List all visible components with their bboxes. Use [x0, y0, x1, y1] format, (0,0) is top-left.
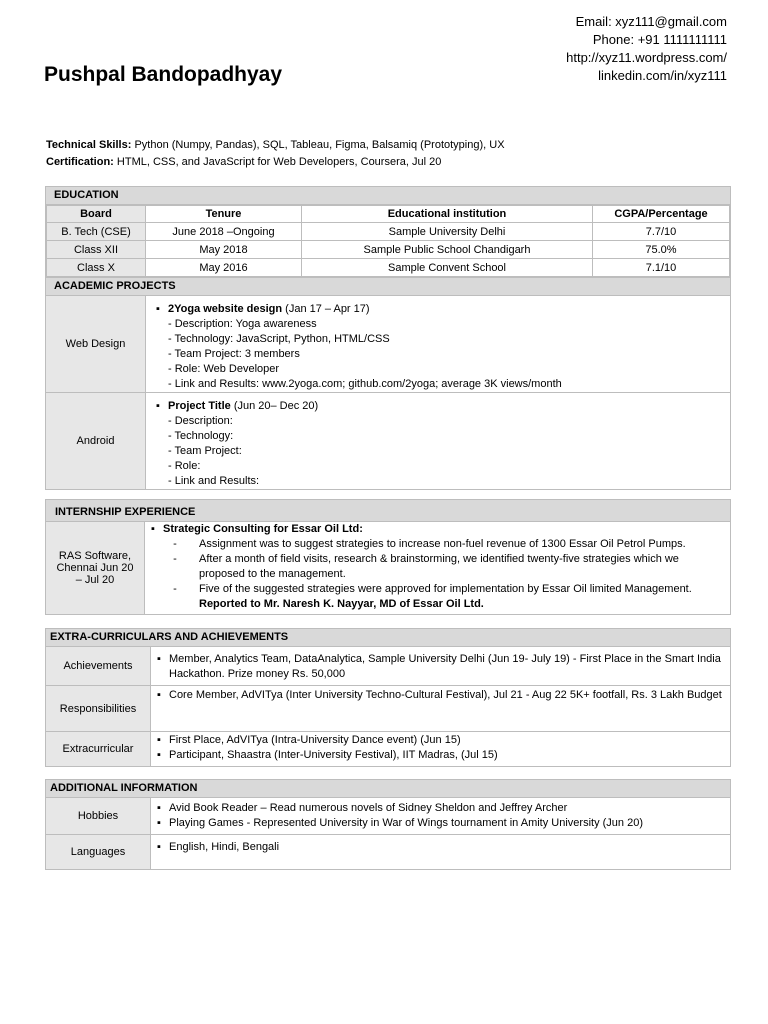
internship-label: RAS Software, Chennai Jun 20 – Jul 20: [46, 522, 145, 614]
project-row: [46, 296, 730, 392]
project-content: [146, 296, 730, 392]
extra-content: [151, 686, 730, 731]
extra-content: [151, 732, 730, 766]
section-heading: INTERNSHIP EXPERIENCE: [46, 500, 730, 522]
section-heading: EDUCATION: [46, 187, 730, 205]
table-cell: 75.0%: [593, 241, 730, 259]
additional-item: Playing Games - Represented University in War of Wings tournament in Amity University (Jun 20): [169, 817, 643, 829]
education-table: [46, 205, 730, 277]
bullet-icon: ▪: [157, 734, 161, 746]
certification-label: Certification:: [46, 156, 114, 168]
table-cell: 7.7/10: [593, 223, 730, 241]
table-cell: Sample Convent School: [302, 259, 593, 277]
extra-row: [46, 647, 730, 685]
bullet-icon: ▪: [151, 523, 155, 535]
project-line: - Team Project: 3 members: [168, 348, 300, 360]
project-dates: (Jan 17 – Apr 17): [282, 303, 370, 315]
table-cell: Class XII: [47, 241, 146, 259]
project-row: [46, 392, 730, 489]
additional-section: [45, 779, 731, 870]
section-heading: EXTRA-CURRICULARS AND ACHIEVEMENTS: [46, 629, 730, 647]
column-header: Educational institution: [302, 206, 593, 223]
extra-item: Participant, Shaastra (Inter-University Festival), IIT Madras, (Jul 15): [169, 749, 498, 761]
bullet-icon: ▪: [156, 400, 160, 412]
extra-label: Responsibilities: [46, 686, 151, 731]
column-header: Board: [47, 206, 146, 223]
email-text: Email: xyz111@gmail.com: [575, 14, 727, 29]
website-link[interactable]: http://xyz11.wordpress.com/: [566, 50, 727, 65]
bullet-icon: ▪: [157, 841, 161, 853]
table-header-row: [47, 206, 730, 223]
phone-text: Phone: +91 1111111111: [592, 32, 727, 47]
linkedin-link[interactable]: linkedin.com/in/xyz111: [598, 68, 727, 83]
internship-content: [145, 522, 730, 614]
project-line: - Technology:: [168, 430, 234, 442]
internship-point: Assignment was to suggest strategies to increase non-fuel revenue of 1300 Essar Oil Petrol Pumps.: [199, 538, 686, 550]
technical-skills-label: Technical Skills:: [46, 139, 132, 151]
table-row: [47, 223, 730, 241]
project-dates: (Jun 20– Dec 20): [230, 400, 319, 412]
project-content: [146, 393, 730, 489]
project-line: - Role:: [168, 460, 201, 472]
table-cell: June 2018 –Ongoing: [146, 223, 302, 241]
extra-row: [46, 731, 730, 766]
additional-item: Avid Book Reader – Read numerous novels of Sidney Sheldon and Jeffrey Archer: [169, 802, 568, 814]
additional-content: [151, 798, 730, 834]
table-cell: B. Tech (CSE): [47, 223, 146, 241]
project-title: Project Title: [168, 400, 231, 412]
dash-icon: -: [173, 553, 177, 565]
internship-point: After a month of field visits, research & brainstorming, we identified twenty-five strategies which we proposed to the management.: [199, 553, 679, 580]
project-line: - Description:: [168, 415, 233, 427]
table-row: [47, 259, 730, 277]
bullet-icon: ▪: [157, 749, 161, 761]
additional-row: [46, 798, 730, 834]
additional-content: [151, 835, 730, 869]
project-line: - Link and Results: www.2yoga.com; github.com/2yoga; average 3K views/month: [168, 378, 562, 390]
project-line: - Technology: JavaScript, Python, HTML/CSS: [168, 333, 390, 345]
internship-row: [46, 522, 730, 614]
table-cell: Class X: [47, 259, 146, 277]
bullet-icon: ▪: [156, 303, 160, 315]
table-cell: May 2016: [146, 259, 302, 277]
table-row: [47, 241, 730, 259]
column-header: Tenure: [146, 206, 302, 223]
internship-point: Five of the suggested strategies were approved for implementation by Essar Oil limited Management.: [199, 583, 692, 595]
project-line: - Description: Yoga awareness: [168, 318, 317, 330]
project-line: - Link and Results:: [168, 475, 260, 487]
extra-label: Extracurricular: [46, 732, 151, 766]
bullet-icon: ▪: [157, 653, 161, 665]
additional-label: Languages: [46, 835, 151, 869]
table-cell: Sample University Delhi: [302, 223, 593, 241]
bullet-icon: ▪: [157, 817, 161, 829]
extra-label: Achievements: [46, 647, 151, 685]
project-title: 2Yoga website design: [168, 303, 283, 315]
internship-section: [45, 499, 731, 615]
extra-item: Core Member, AdVITya (Inter University Techno-Cultural Festival), Jul 21 - Aug 22 5K+ footfall, Rs. 3 Lakh Budget: [169, 689, 722, 701]
project-label: Web Design: [46, 296, 146, 392]
dash-icon: -: [173, 538, 177, 550]
extracurricular-section: [45, 628, 731, 767]
technical-skills-value: Python (Numpy, Pandas), SQL, Tableau, Figma, Balsamiq (Prototyping), UX: [131, 139, 505, 151]
skills-block: [46, 137, 505, 171]
internship-title: Strategic Consulting for Essar Oil Ltd:: [163, 523, 363, 535]
column-header: CGPA/Percentage: [593, 206, 730, 223]
contact-block: [566, 13, 727, 85]
extra-item: Member, Analytics Team, DataAnalytica, Sample University Delhi (Jun 19- July 19) - First Place in the Smart India Hackathon. Prize money Rs. 50,000: [169, 653, 721, 680]
project-line: - Role: Web Developer: [168, 363, 280, 375]
bullet-icon: ▪: [157, 802, 161, 814]
dash-icon: -: [173, 583, 177, 595]
candidate-name: Pushpal Bandopadhyay: [44, 63, 283, 86]
extra-row: [46, 685, 730, 731]
table-cell: Sample Public School Chandigarh: [302, 241, 593, 259]
additional-item: English, Hindi, Bengali: [169, 841, 280, 853]
extra-item: First Place, AdVITya (Intra-University Dance event) (Jun 15): [169, 734, 461, 746]
certification-value: HTML, CSS, and JavaScript for Web Developers, Coursera, Jul 20: [113, 156, 442, 168]
bullet-icon: ▪: [157, 689, 161, 701]
project-line: - Team Project:: [168, 445, 242, 457]
additional-row: [46, 834, 730, 869]
project-label: Android: [46, 393, 146, 489]
extra-content: [151, 647, 730, 685]
table-cell: May 2018: [146, 241, 302, 259]
section-heading: ACADEMIC PROJECTS: [46, 277, 730, 296]
internship-reported: Reported to Mr. Naresh K. Nayyar, MD of Essar Oil Ltd.: [199, 598, 484, 610]
section-heading: ADDITIONAL INFORMATION: [46, 780, 730, 798]
additional-label: Hobbies: [46, 798, 151, 834]
education-section: [45, 186, 731, 490]
table-cell: 7.1/10: [593, 259, 730, 277]
